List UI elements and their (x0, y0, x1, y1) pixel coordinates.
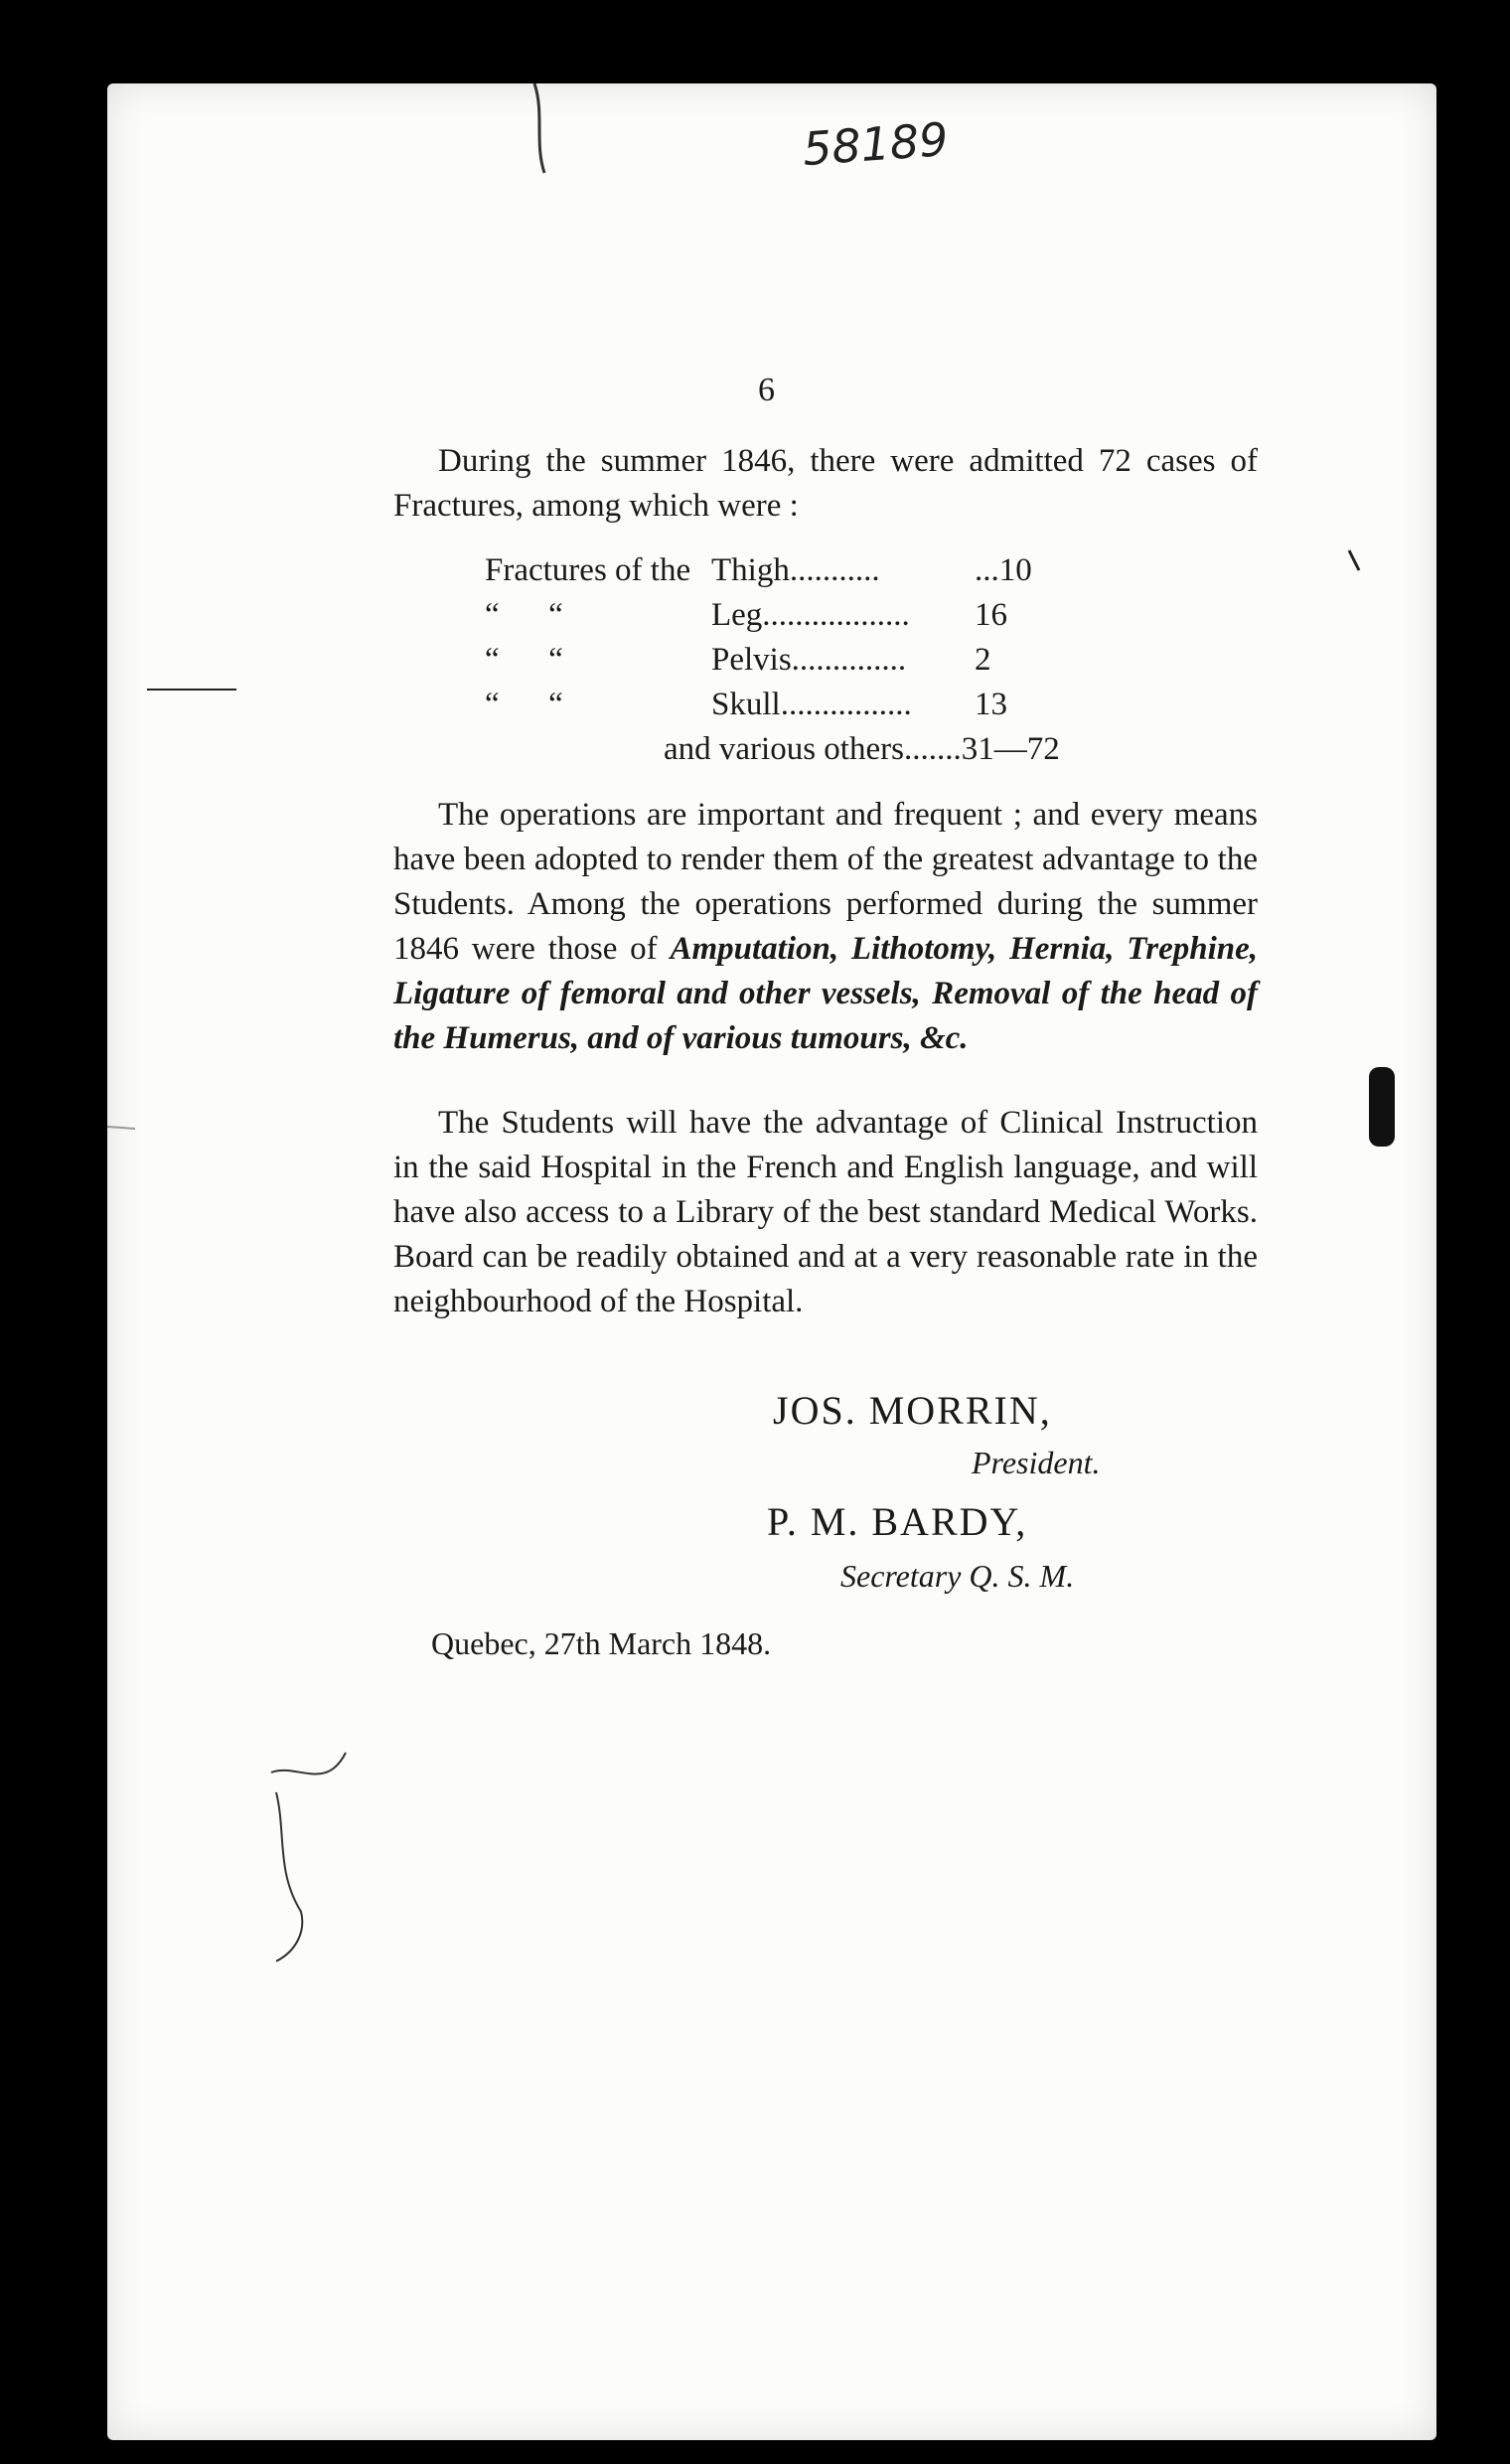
row-lead: “ “ (485, 642, 563, 678)
row-total: 16 (975, 597, 1007, 633)
table-row-others: and various others.......31—72 (664, 731, 1060, 767)
page-number: 6 (758, 372, 775, 408)
intro-paragraph: During the summer 1846, there were admitted 72 cases of Fractures, among which were : (393, 443, 1258, 524)
row-label: Skull................ (711, 687, 912, 722)
handwritten-catalog-number: 58189 (801, 111, 951, 177)
row-total: 13 (975, 687, 1007, 722)
operations-paragraph (393, 793, 1258, 1061)
row-label: Pelvis.............. (711, 642, 907, 678)
table-row (485, 638, 1200, 683)
dateline: Quebec, 27th March 1848. (431, 1625, 772, 1661)
row-total: 2 (975, 642, 991, 678)
operations-list: Amputation, Lithotomy, Hernia, Trephine, Ligature of femoral and other vessels, Removal of the head of the Humerus, and of various tumours, &c. (393, 931, 1258, 1056)
president-title: President. (972, 1445, 1101, 1480)
row-lead: “ “ (485, 597, 563, 633)
president-name: JOS. MORRIN, (773, 1388, 1052, 1433)
clinical-paragraph: The Students will have the advantage of Clinical Instruction in the said Hospital in the French and English language, and will have also access to a Library of the best standard Medical Works. Board can be readily obtained and at a very reasonable rate in the neighbourhood of the Hospital. (393, 1105, 1258, 1319)
secretary-name: P. M. BARDY, (767, 1499, 1028, 1544)
document-page (107, 83, 1436, 2440)
row-lead: Fractures of the (485, 552, 691, 588)
table-row (485, 548, 1200, 593)
operations-intro: The operations are important and frequent ; and every means have been adopted to render them of the greatest advantage to the Students. Among the operations performed during the summer 1846 were those of (393, 797, 1258, 967)
row-label: Thigh........... (711, 552, 880, 588)
row-label: Leg.................. (711, 597, 910, 633)
table-row (485, 683, 1200, 727)
row-lead: “ “ (485, 687, 563, 722)
secretary-title: Secretary Q. S. M. (840, 1558, 1075, 1594)
fractures-table (485, 548, 1200, 772)
table-row (485, 593, 1200, 638)
row-total: ...10 (975, 552, 1032, 588)
